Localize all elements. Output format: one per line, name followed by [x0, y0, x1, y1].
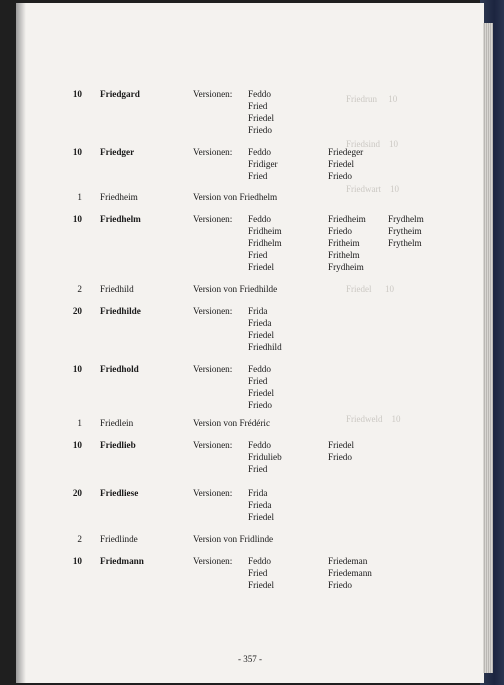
version-name: Fridiger [248, 159, 278, 169]
entry-number: 10 [72, 89, 82, 99]
version-name: Friedo [328, 580, 352, 590]
page-gutter-shadow [16, 3, 26, 683]
show-through-text: Friedwart 10 [346, 184, 399, 194]
version-name: Frythelm [388, 238, 422, 248]
entry-label: Version von Friedhelm [193, 192, 278, 202]
entry-number: 10 [72, 147, 82, 157]
entry-number: 2 [77, 284, 82, 294]
version-column [328, 439, 354, 463]
version-name: Friedo [328, 452, 352, 462]
entry-label: Version von Friedhilde [193, 284, 278, 294]
version-name: Fried [248, 376, 268, 386]
version-name: Friedo [248, 400, 272, 410]
version-column [248, 363, 274, 411]
version-name: Fried [248, 568, 268, 578]
show-through-text: Friedsind 10 [346, 139, 399, 149]
entry-label: Versionen: [193, 214, 233, 224]
version-name: Fridulieb [248, 452, 282, 462]
version-column [328, 213, 366, 273]
version-name: Frida [248, 306, 268, 316]
entry-number: 20 [72, 488, 82, 498]
version-name: Friedhild [248, 342, 282, 352]
version-name: Frytheim [388, 226, 422, 236]
version-column [248, 305, 282, 353]
entry-name: Friedger [100, 147, 135, 157]
version-name: Feddo [248, 364, 271, 374]
entry-label: Versionen: [193, 440, 233, 450]
version-name: Friedel [248, 113, 275, 123]
version-name: Fried [248, 464, 268, 474]
entry-label: Versionen: [193, 306, 233, 316]
version-name: Frydheim [328, 262, 364, 272]
entry-label: Versionen: [193, 147, 233, 157]
version-name: Friedel [328, 440, 355, 450]
version-column [248, 555, 274, 591]
entry-label: Versionen: [193, 364, 233, 374]
show-through-text: Friedel 10 [346, 284, 394, 294]
version-name: Friedeman [328, 556, 368, 566]
entry-number: 1 [77, 192, 82, 202]
version-name: Feddo [248, 556, 271, 566]
version-name: Friedeger [328, 147, 364, 157]
version-name: Fritheim [328, 238, 360, 248]
version-name: Frydhelm [388, 214, 424, 224]
entry-name: Friedheim [100, 192, 138, 202]
page-edges [483, 23, 493, 673]
version-name: Fried [248, 171, 268, 181]
show-through-text: Friedrun 10 [346, 94, 398, 104]
version-column [328, 146, 363, 182]
version-name: Frithelm [328, 250, 360, 260]
version-name: Friedo [248, 125, 272, 135]
entry-label: Versionen: [193, 89, 233, 99]
version-name: Fridheim [248, 226, 282, 236]
entry-label: Versionen: [193, 488, 233, 498]
version-name: Fridhelm [248, 238, 282, 248]
entry-number: 10 [72, 364, 82, 374]
version-column [248, 213, 282, 273]
entry-name: Friedhelm [100, 214, 141, 224]
entry-label: Version von Frédéric [193, 418, 271, 428]
version-name: Friedel [248, 262, 275, 272]
version-name: Friedel [248, 388, 275, 398]
entry-name: Friedhold [100, 364, 139, 374]
version-name: Friedel [248, 512, 275, 522]
version-name: Feddo [248, 440, 271, 450]
entry-name: Friedlieb [100, 440, 136, 450]
entry-label: Version von Fridlinde [193, 534, 274, 544]
version-name: Fried [248, 101, 268, 111]
book-page [16, 3, 484, 683]
entry-number: 20 [72, 306, 82, 316]
entry-number: 2 [77, 534, 82, 544]
entry-name: Friedlein [100, 418, 134, 428]
version-column [388, 213, 424, 249]
entry-label: Versionen: [193, 556, 233, 566]
version-column [248, 439, 282, 475]
version-name: Friedel [248, 580, 275, 590]
entry-name: Friedliese [100, 488, 139, 498]
entry-name: Friedgard [100, 89, 140, 99]
entry-number: 10 [72, 556, 82, 566]
version-name: Frida [248, 488, 268, 498]
version-name: Friedemann [328, 568, 372, 578]
entry-number: 10 [72, 214, 82, 224]
version-name: Fried [248, 250, 268, 260]
version-name: Friedel [328, 159, 355, 169]
version-name: Feddo [248, 89, 271, 99]
page-number: - 357 - [238, 654, 262, 664]
version-column [248, 487, 274, 523]
version-name: Feddo [248, 214, 271, 224]
show-through-text: Friedweld 10 [346, 414, 401, 424]
entry-name: Friedmann [100, 556, 144, 566]
version-name: Friedel [248, 330, 275, 340]
version-name: Friedo [328, 226, 352, 236]
version-name: Friedo [328, 171, 352, 181]
version-name: Feddo [248, 147, 271, 157]
entry-number: 1 [77, 418, 82, 428]
entry-name: Friedlinde [100, 534, 138, 544]
version-name: Frieda [248, 500, 272, 510]
entry-name: Friedhild [100, 284, 134, 294]
version-column [248, 88, 274, 136]
version-name: Friedheim [328, 214, 366, 224]
version-column [248, 146, 278, 182]
entry-name: Friedhilde [100, 306, 141, 316]
entry-number: 10 [72, 440, 82, 450]
version-column [328, 555, 372, 591]
version-name: Frieda [248, 318, 272, 328]
